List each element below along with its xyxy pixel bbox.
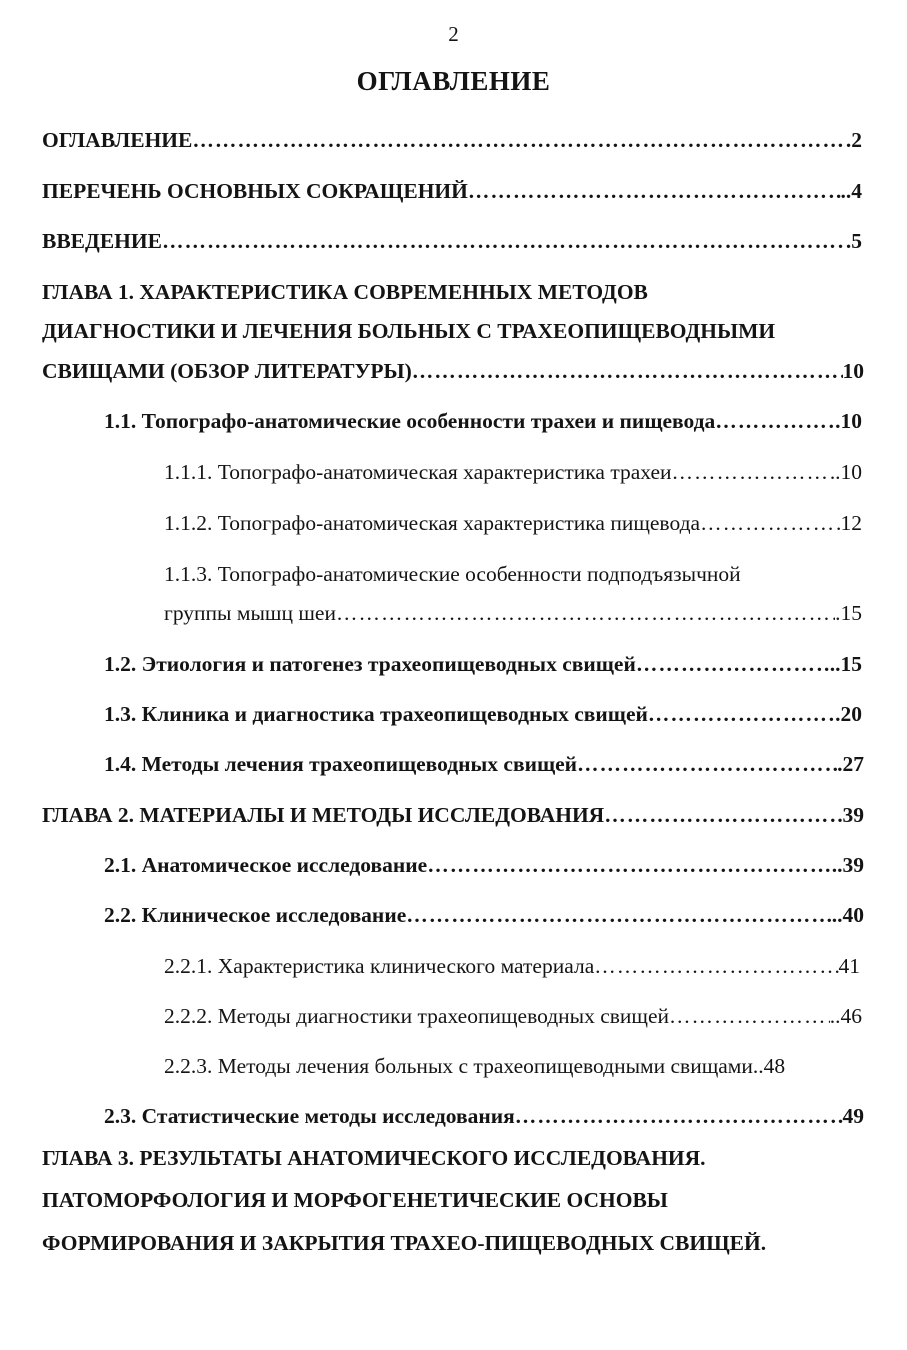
toc-entry-page: .15 <box>835 601 862 625</box>
toc-entry-title: 2.3. Статистические методы исследования <box>104 1104 515 1128</box>
leader-dots <box>648 699 835 729</box>
leader-dots <box>336 598 835 628</box>
leader-dots <box>412 356 843 386</box>
toc-entry-page: ..15 <box>829 652 862 676</box>
leader-dots <box>515 1101 843 1131</box>
toc-chapter1-line2[interactable]: ДИАГНОСТИКИ И ЛЕЧЕНИЯ БОЛЬНЫХ С ТРАХЕОПИЩЕВОДНЫМИ <box>42 319 776 343</box>
leader-dots <box>162 226 846 256</box>
toc-entry-title: 1.2. Этиология и патогенез трахеопищеводных свищей <box>104 652 636 676</box>
toc-entry-title: 1.1.1. Топографо-анатомическая характеристика трахеи <box>164 460 672 484</box>
toc-entry-contents[interactable] <box>42 125 862 155</box>
leader-dots <box>672 457 836 487</box>
toc-entry-title: СВИЩАМИ (ОБЗОР ЛИТЕРАТУРЫ) <box>42 359 412 383</box>
toc-entry-page: 39 <box>842 803 864 827</box>
toc-entry-page: .5 <box>845 229 862 253</box>
toc-entry-title: 2.2.3. Методы лечения больных с трахеопищеводными свищами <box>164 1054 753 1078</box>
toc-entry-title: ГЛАВА 2. МАТЕРИАЛЫ И МЕТОДЫ ИССЛЕДОВАНИЯ <box>42 803 605 827</box>
toc-entry-abbreviations[interactable] <box>42 176 862 206</box>
toc-entry-title: ПЕРЕЧЕНЬ ОСНОВНЫХ СОКРАЩЕНИЙ <box>42 179 468 203</box>
toc-entry-page: .20 <box>835 702 862 726</box>
toc-entry-title: 2.2.1. Характеристика клинического материала <box>164 954 595 978</box>
toc-entry-page: ..4 <box>840 179 862 203</box>
toc-section-2-2[interactable] <box>104 900 864 930</box>
toc-chapter3-line3[interactable]: ФОРМИРОВАНИЯ И ЗАКРЫТИЯ ТРАХЕО-ПИЩЕВОДНЫХ СВИЩЕЙ. <box>42 1231 767 1255</box>
toc-entry-page: .10 <box>835 409 862 433</box>
toc-entry-title: ОГЛАВЛЕНИЕ <box>42 128 193 152</box>
toc-entry-title: 2.1. Анатомическое исследование <box>104 853 428 877</box>
toc-subsection-2-2-3[interactable] <box>164 1051 862 1081</box>
toc-entry-page: 49 <box>842 1104 864 1128</box>
toc-entry-title: 1.1. Топографо-анатомические особенности трахеи и пищевода <box>104 409 716 433</box>
toc-chapter1-line3[interactable] <box>42 356 864 386</box>
toc-subsection-2-2-1[interactable] <box>164 951 860 981</box>
toc-section-2-3[interactable] <box>104 1101 864 1131</box>
toc-entry-page: ..40 <box>831 903 864 927</box>
leader-dots <box>468 176 841 206</box>
leader-dots <box>406 900 832 930</box>
toc-entry-page: 41 <box>838 954 860 978</box>
toc-subsection-1-1-3-line1[interactable]: 1.1.3. Топографо-анатомические особенности подподъязычной <box>164 562 741 586</box>
toc-section-2-1[interactable] <box>104 850 864 880</box>
toc-entry-title: 2.2. Клиническое исследование <box>104 903 407 927</box>
leader-dots <box>192 125 846 155</box>
toc-section-1-2[interactable] <box>104 649 862 679</box>
toc-entry-title: группы мышц шеи <box>164 601 336 625</box>
toc-entry-title: 2.2.2. Методы диагностики трахеопищеводных свищей <box>164 1004 670 1028</box>
toc-section-1-1[interactable] <box>104 406 862 436</box>
toc-section-1-4[interactable] <box>104 749 864 779</box>
leader-dots <box>715 406 835 436</box>
toc-entry-page: .10 <box>835 460 862 484</box>
leader-dots <box>604 800 842 830</box>
page-number: 2 <box>448 22 459 46</box>
toc-subsection-1-1-2[interactable] <box>164 508 862 538</box>
toc-section-1-3[interactable] <box>104 699 862 729</box>
toc-entry-introduction[interactable] <box>42 226 862 256</box>
toc-chapter3-line2[interactable]: ПАТОМОРФОЛОГИЯ И МОРФОГЕНЕТИЧЕСКИЕ ОСНОВЫ <box>42 1188 668 1212</box>
toc-entry-page: ..46 <box>829 1004 862 1028</box>
toc-chapter3-line1[interactable]: ГЛАВА 3. РЕЗУЛЬТАТЫ АНАТОМИЧЕСКОГО ИССЛЕДОВАНИЯ. <box>42 1146 706 1170</box>
toc-chapter2[interactable] <box>42 800 864 830</box>
toc-entry-page: ..39 <box>831 853 864 877</box>
leader-dots <box>669 1001 830 1031</box>
leader-dots <box>427 850 832 880</box>
document-title: ОГЛАВЛЕНИЕ <box>356 66 551 96</box>
leader-dots <box>636 649 830 679</box>
toc-entry-page: ..48 <box>752 1054 786 1078</box>
toc-entry-title: 1.4. Методы лечения трахеопищеводных свищей <box>104 752 578 776</box>
leader-dots <box>594 951 838 981</box>
toc-entry-page: 10 <box>842 359 864 383</box>
leader-dots <box>577 749 837 779</box>
toc-entry-title: 1.3. Клиника и диагностика трахеопищеводных свищей <box>104 702 648 726</box>
leader-dots <box>700 508 840 538</box>
toc-subsection-1-1-3-line2[interactable] <box>164 598 862 628</box>
toc-chapter1-line1[interactable]: ГЛАВА 1. ХАРАКТЕРИСТИКА СОВРЕМЕННЫХ МЕТОДОВ <box>42 280 648 304</box>
toc-entry-title: ВВЕДЕНИЕ <box>42 229 162 253</box>
toc-subsection-2-2-2[interactable] <box>164 1001 862 1031</box>
toc-entry-title: 1.1.2. Топографо-анатомическая характеристика пищевода <box>164 511 701 535</box>
toc-entry-page: .27 <box>837 752 864 776</box>
toc-entry-page: 12 <box>840 511 862 535</box>
toc-subsection-1-1-1[interactable] <box>164 457 862 487</box>
toc-entry-page: .2 <box>845 128 862 152</box>
